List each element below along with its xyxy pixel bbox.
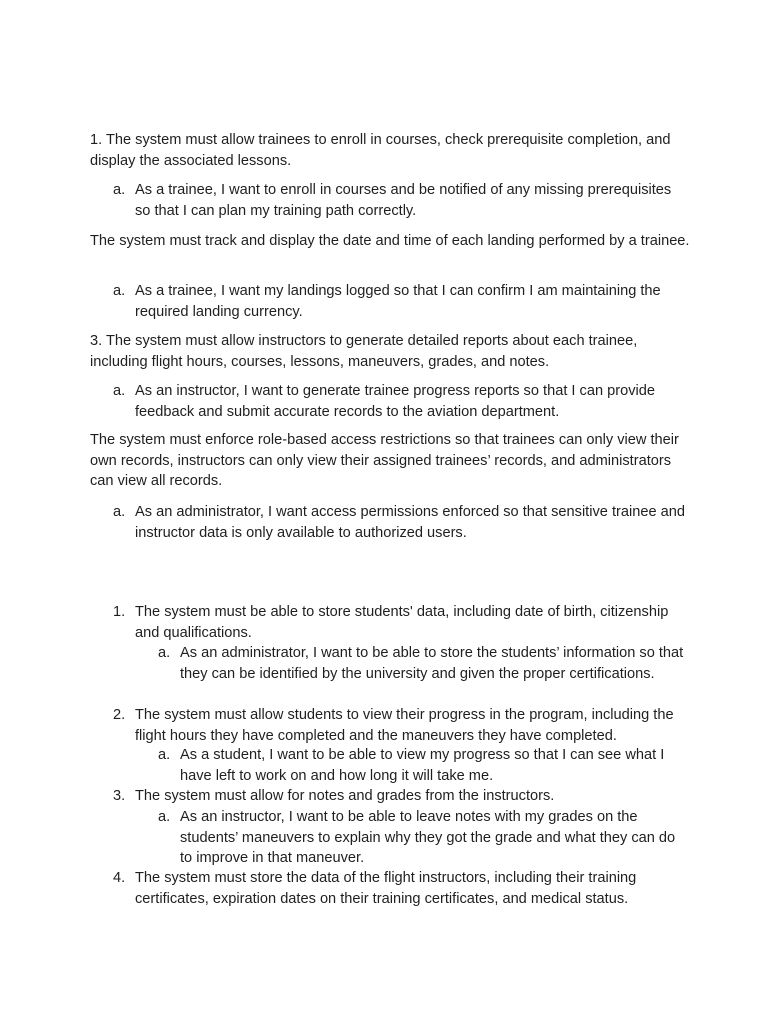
list-sub-marker: a. [158,747,171,763]
list-number: 4. [113,870,126,886]
list-item-1a: As an administrator, I want to be able to store the students’ information so that they can be identified by the university and given the proper certifications. [180,645,684,682]
user-story-marker: a. [113,383,126,399]
user-story-3a: As an instructor, I want to generate trainee progress reports so that I can provide feedback and submit accurate records to the aviation department. [135,383,655,420]
list-number: 3. [113,788,126,804]
list-item-3a: As an instructor, I want to be able to leave notes with my grades on the students’ maneuvers to explain why they got the grade and what they can do to improve in that maneuver. [180,809,676,867]
list-sub-marker: a. [158,809,171,825]
requirement-1: 1. The system must allow trainees to enroll in courses, check prerequisite completion, and display the associated lessons. [90,132,671,169]
user-story-marker: a. [113,182,126,198]
list-item-2a: As a student, I want to be able to view my progress so that I can see what I have left to work on and how long it will take me. [180,747,665,784]
list-item-1: The system must be able to store students' data, including date of birth, citizenship and qualifications. [135,604,669,641]
user-story-marker: a. [113,504,126,520]
user-story-marker: a. [113,283,126,299]
user-story-1a: As a trainee, I want to enroll in courses and be notified of any missing prerequisites so that I can plan my training path correctly. [135,182,672,219]
list-item-4: The system must store the data of the flight instructors, including their training certificates, expiration dates on their training certificates, and medical status. [135,870,637,907]
list-item-2: The system must allow students to view their progress in the program, including the flight hours they have completed and the maneuvers they have completed. [135,707,674,744]
user-story-2a: As a trainee, I want my landings logged so that I can confirm I am maintaining the required landing currency. [135,283,661,320]
requirement-2: The system must track and display the date and time of each landing performed by a trainee. [90,233,690,249]
list-sub-marker: a. [158,645,171,661]
list-number: 1. [113,604,126,620]
requirement-3: 3. The system must allow instructors to generate detailed reports about each trainee, including flight hours, courses, lessons, maneuvers, grades, and notes. [90,333,638,370]
requirement-4: The system must enforce role-based access restrictions so that trainees can only view their own records, instructors can only view their assigned trainees’ records, and administrators can view all records. [90,432,679,490]
user-story-4a: As an administrator, I want access permissions enforced so that sensitive trainee and instructor data is only available to authorized users. [135,504,685,541]
list-item-3: The system must allow for notes and grades from the instructors. [135,788,555,804]
list-number: 2. [113,707,126,723]
